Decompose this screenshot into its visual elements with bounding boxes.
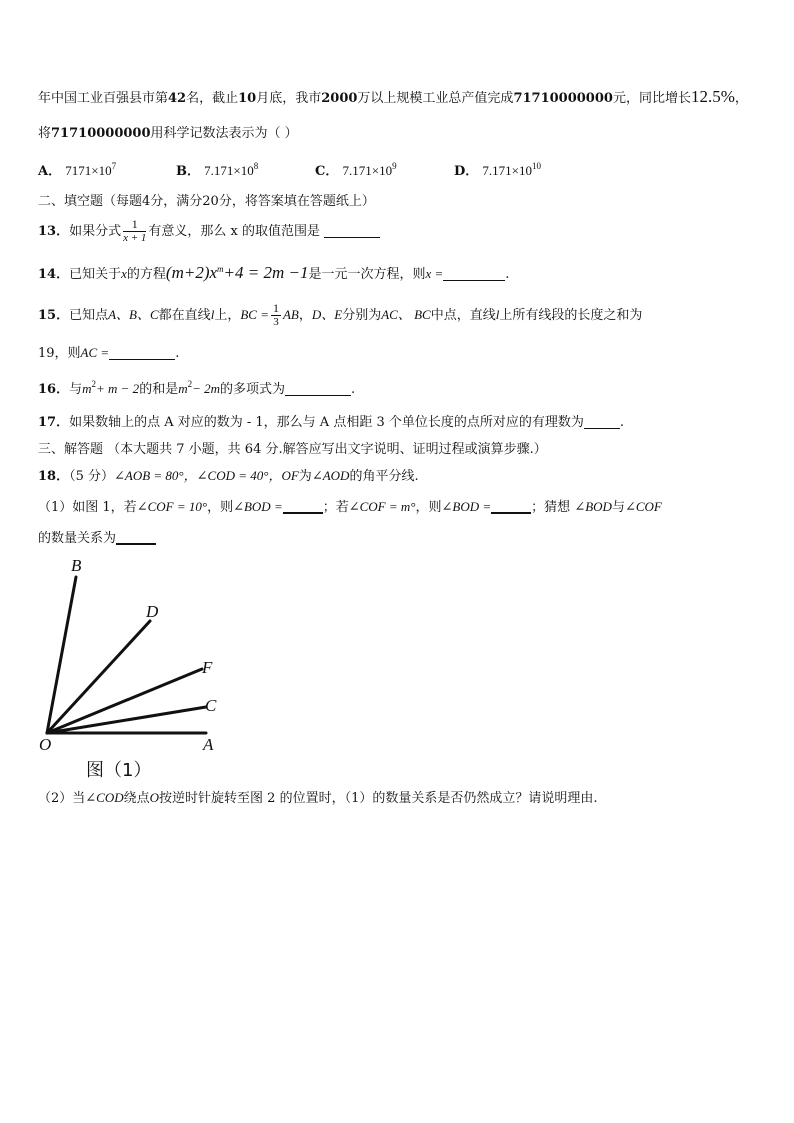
answer-blank[interactable] xyxy=(324,224,380,238)
option-d: D． $7.171\times 10^{10}$ xyxy=(454,161,542,179)
question-15-line2: 19，则AC = . xyxy=(38,345,180,361)
question-18: 18．（5 分）∠AOB = 80°，∠COD = 40°，OF为∠AOD的角平分线. xyxy=(38,468,419,484)
question-14: 14．已知关于x的方程$(m+2)x^m+4 = 2m -1$是一元一次方程，则x = . xyxy=(38,263,510,282)
option-a: A． $7171\times 10^7$ xyxy=(38,161,117,179)
percent-value: 12.5% xyxy=(690,87,735,106)
q12-line1: 年中国工业百强县市第42名，截止10月底，我市2000万以上规模工业总产值完成71710000000元，同比增长12.5%， xyxy=(38,87,748,106)
answer-blank[interactable] xyxy=(443,267,505,281)
ray-of xyxy=(47,669,202,733)
question-18-part1: （1）如图 1，若∠COF = 10°，则∠BOD = ；若∠COF = m°，则∠BOD = ；猜想 ∠BOD与∠COF xyxy=(38,499,662,515)
label-d: D xyxy=(146,602,159,621)
option-c: C． $7.171\times 10^9$ xyxy=(315,161,397,179)
answer-blank[interactable] xyxy=(491,499,531,514)
section-heading-fill-blank: 二、填空题（每题4分，满分20分，将答案填在答题纸上） xyxy=(38,194,375,209)
ray-od xyxy=(47,621,150,733)
label-o: O xyxy=(39,735,52,754)
ray-ob xyxy=(47,577,76,733)
label-b: B xyxy=(71,556,82,575)
question-18-part2: （2）当∠COD绕点O按逆时针旋转至图 2 的位置时，（1）的数量关系是否仍然成立？请说明理由. xyxy=(38,790,598,806)
label-a: A xyxy=(203,735,214,754)
question-16: 16．与$m^2+ m - 2$的和是$m^2- 2m$的多项式为 . xyxy=(38,379,356,397)
figure-caption: 图（1） xyxy=(86,760,152,781)
fraction: $\frac{1}{3}$ xyxy=(272,301,279,328)
question-15: 15．已知点A、B、C都在直线l上，BC = $\frac{1}{3}$ AB，D、E分别为AC、 BC中点，直线l上所有线段的长度之和为 xyxy=(38,301,643,328)
ray-oc xyxy=(47,707,206,733)
figure-1 xyxy=(30,555,270,785)
label-c: C xyxy=(205,696,217,715)
answer-blank[interactable] xyxy=(584,415,620,429)
question-18-part1-line2: 的数量关系为 xyxy=(38,530,156,548)
answer-blank[interactable] xyxy=(116,530,156,545)
question-13: 13．如果分式 $\frac{1}{x + 1}$ 有意义，那么 x 的取值范围是 xyxy=(38,218,380,246)
option-b: B． $7.171\times 10^8$ xyxy=(176,161,259,179)
answer-blank[interactable] xyxy=(109,346,175,360)
label-f: F xyxy=(202,658,213,677)
question-17: 17．如果数轴上的点 A 对应的数为 - 1，那么与 A 点相距 3 个单位长度的点所对应的有理数为 . xyxy=(38,415,625,430)
section-heading-solve: 三、解答题 （本大题共 7 小题，共 64 分.解答应写出文字说明、证明过程或演算步骤.） xyxy=(38,442,547,457)
fraction: $\frac{1}{x + 1}$ xyxy=(123,217,147,244)
answer-blank[interactable] xyxy=(283,499,323,514)
answer-blank[interactable] xyxy=(285,382,351,396)
q12-line2: 将71710000000用科学记数法表示为（ ） xyxy=(38,126,298,141)
